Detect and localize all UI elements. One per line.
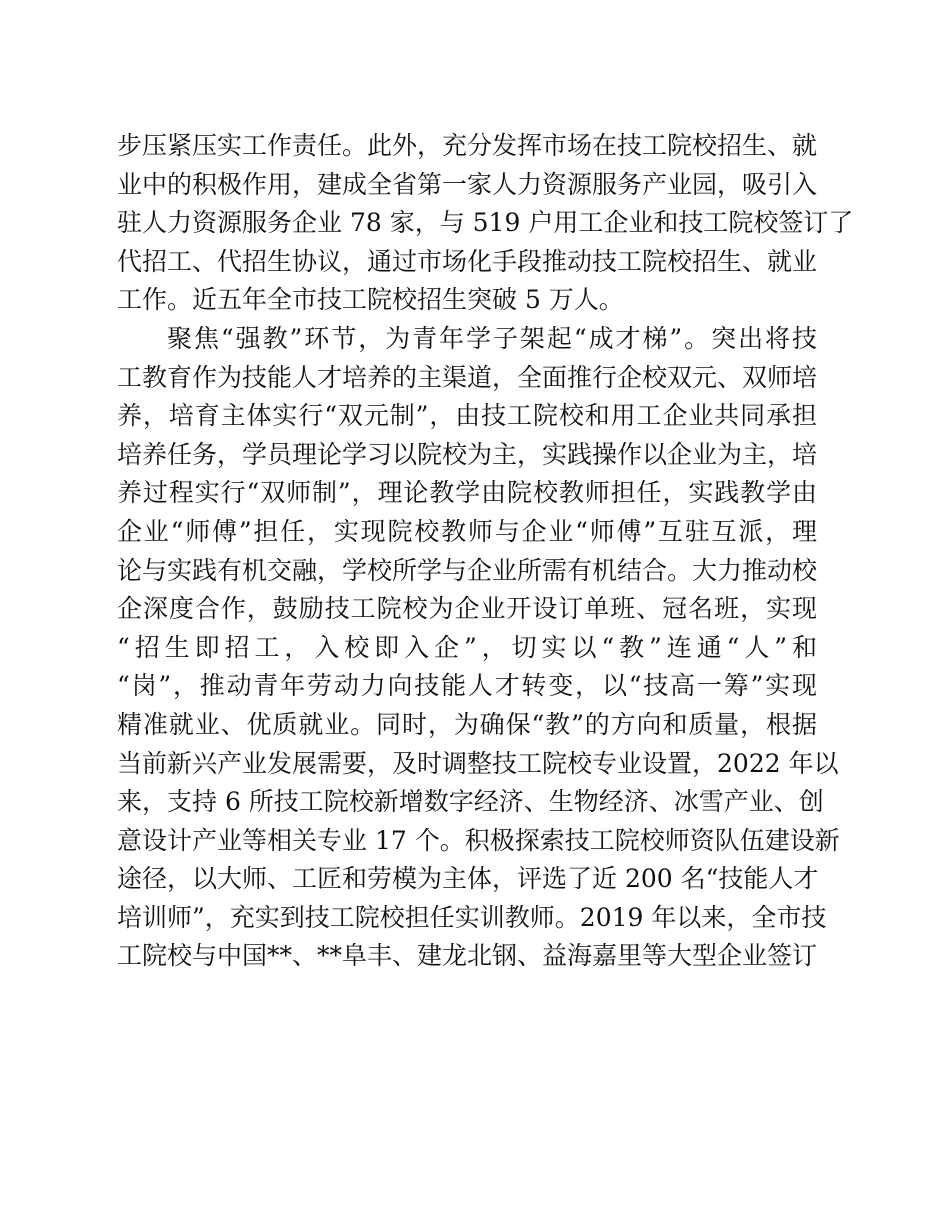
text-line: 培训师”，充实到技工院校担任实训教师。2019 年以来，全市技 — [117, 902, 827, 932]
text-line: 工作。近五年全市技工院校招生突破 5 万人。 — [117, 285, 624, 315]
text-line: 来，支持 6 所技工院校新增数字经济、生物经济、冰雪产业、创 — [117, 787, 824, 817]
paragraph-market-role — [117, 127, 854, 320]
text-line: 业中的积极作用，建成全省第一家人力资源服务产业园，吸引入 — [117, 169, 818, 199]
text-line: 工院校与中国**、**阜丰、建龙北钢、益海嘉里等大型企业签订 — [117, 941, 818, 971]
text-line: “岗”，推动青年劳动力向技能人才转变，以“技高一筹”实现 — [117, 671, 817, 701]
paragraph-strengthen-education — [117, 320, 840, 976]
text-line: 代招工、代招生协议，通过市场化手段推动技工院校招生、就业 — [117, 246, 818, 276]
text-line: 企深度合作，鼓励技工院校为企业开设订单班、冠名班，实现 — [117, 594, 817, 624]
text-line: 当前新兴产业发展需要，及时调整技工院校专业设置，2022 年以 — [117, 748, 839, 778]
text-line: “招生即招工，入校即入企”，切实以“教”连通“人”和 — [117, 632, 817, 662]
text-line: 精准就业、优质就业。同时，为确保“教”的方向和质量，根据 — [117, 709, 817, 739]
text-line: 养，培育主体实行“双元制”，由技工院校和用工企业共同承担 — [117, 401, 817, 431]
text-line: 工教育作为技能人才培养的主渠道，全面推行企校双元、双师培 — [117, 362, 818, 392]
text-line: 步压紧压实工作责任。此外，充分发挥市场在技工院校招生、就 — [117, 131, 818, 160]
text-line: 途径，以大师、工匠和劳模为主体，评选了近 200 名“技能人才 — [117, 864, 819, 894]
text-line: 养过程实行“双师制”，理论教学由院校教师担任，实践教学由 — [117, 478, 817, 508]
document-body — [117, 127, 854, 976]
text-line: 培养任务，学员理论学习以院校为主，实践操作以企业为主，培 — [117, 439, 818, 469]
text-line: 企业“师傅”担任，实现院校教师与企业“师傅”互驻互派，理 — [117, 516, 817, 546]
text-line: 驻人力资源服务企业 78 家，与 519 户用工企业和技工院校签订了 — [117, 208, 854, 238]
text-line: 论与实践有机交融，学校所学与企业所需有机结合。大力推动校 — [117, 555, 818, 585]
text-line: 聚焦“强教”环节，为青年学子架起“成才梯”。突出将技 — [167, 323, 817, 353]
text-line: 意设计产业等相关专业 17 个。积极探索技工院校师资队伍建设新 — [117, 825, 840, 855]
